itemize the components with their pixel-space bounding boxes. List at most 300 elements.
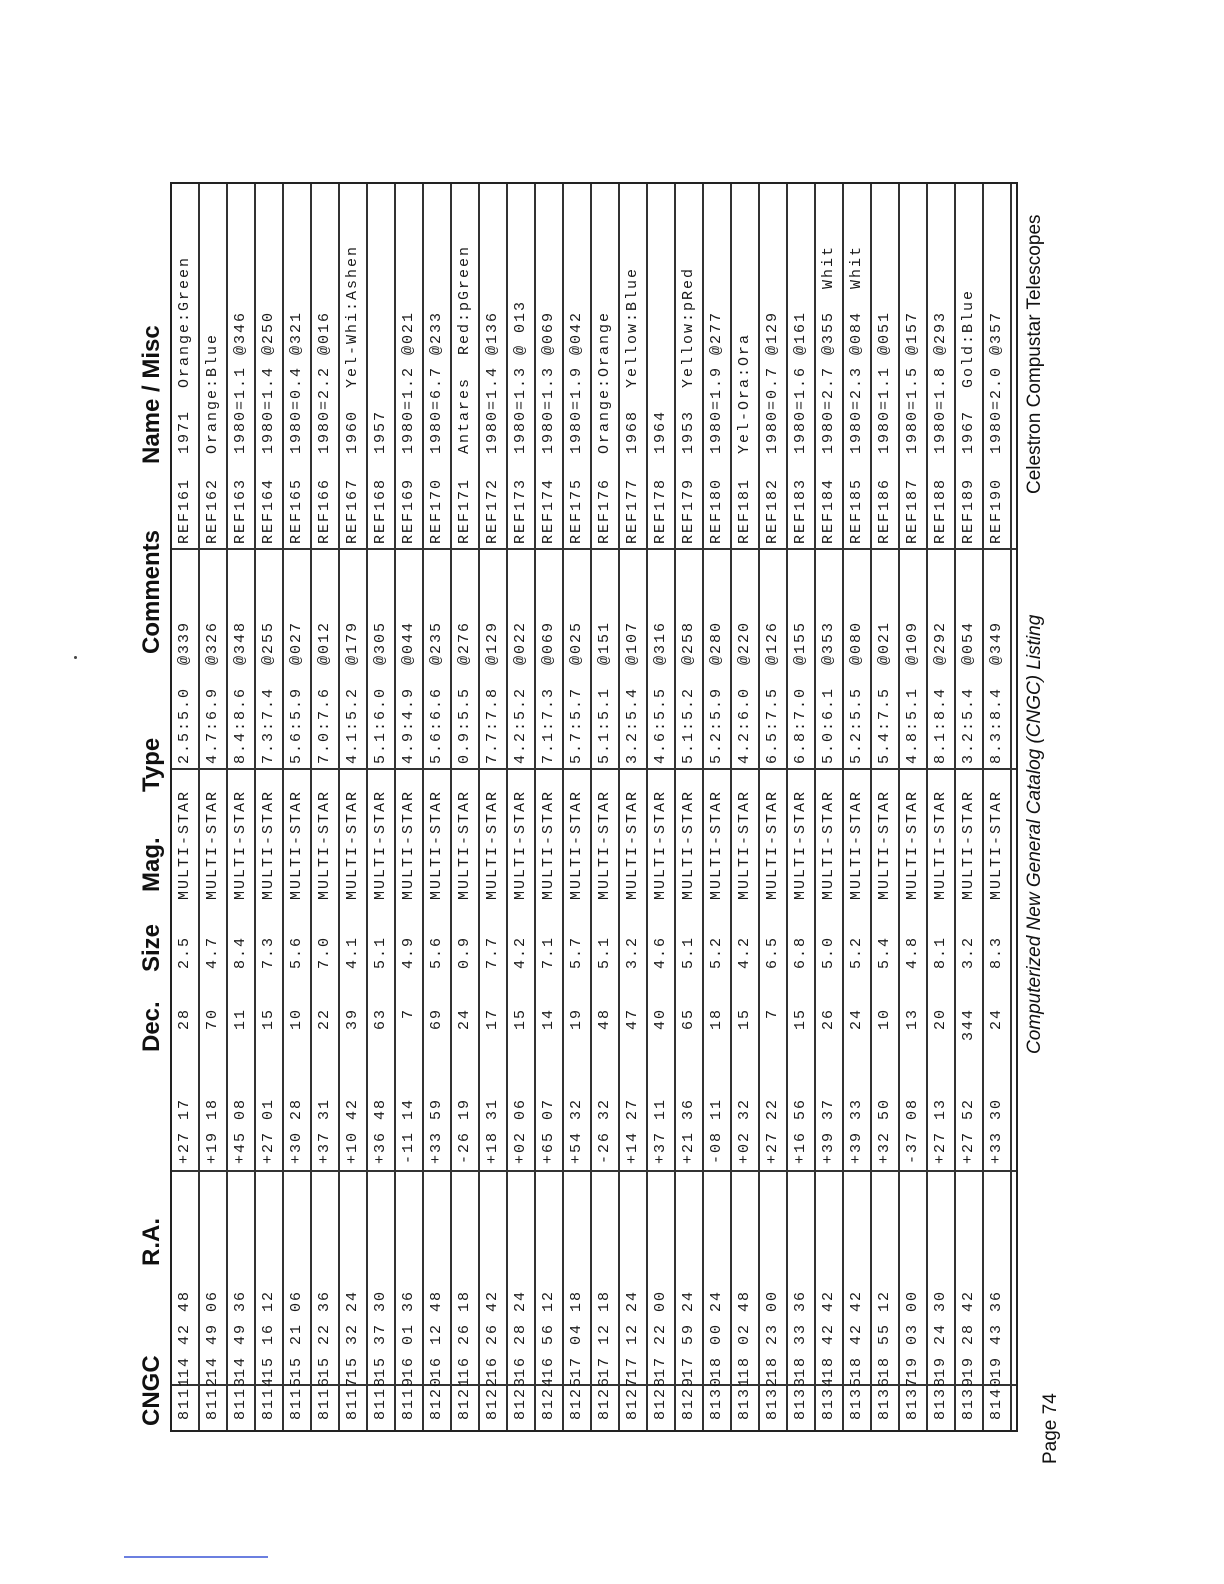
cell-comments: 4.8:5.1 @109 (904, 620, 921, 764)
cell-comments: 4.6:5.5 @316 (652, 620, 669, 764)
cell-dec: -26 32 (596, 1097, 613, 1164)
cell-type: MULTI-STAR (568, 789, 585, 900)
cell-misc: 1980=1.3 @069 (540, 310, 557, 454)
cell-name: REF161 (176, 477, 193, 544)
cell-mag: 0.9 (456, 936, 473, 970)
cell-size: 10 (288, 1008, 305, 1031)
cell-cngc: 8121 (456, 1375, 473, 1420)
cell-misc: 1953 Yellow:pRed (680, 266, 697, 454)
table-row (564, 184, 592, 1430)
table-row (704, 184, 732, 1430)
cell-mag: 8.3 (988, 936, 1005, 970)
cell-comments: 2.5:5.0 @339 (176, 620, 193, 764)
cell-name: REF166 (316, 477, 333, 544)
cell-type: MULTI-STAR (512, 789, 529, 900)
cell-ra: 14 49 36 (232, 1289, 249, 1378)
cell-type: MULTI-STAR (624, 789, 641, 900)
cell-comments: 5.2:5.9 @280 (708, 620, 725, 764)
cell-dec: +37 11 (652, 1097, 669, 1164)
cell-comments: 5.2:5.5 @080 (848, 620, 865, 764)
cell-type: MULTI-STAR (932, 789, 949, 900)
cell-size: 40 (652, 1008, 669, 1031)
cell-mag: 4.8 (904, 936, 921, 970)
table-row (536, 184, 564, 1430)
cell-type: MULTI-STAR (372, 789, 389, 900)
cell-dec: +33 59 (428, 1097, 445, 1164)
cell-type: MULTI-STAR (204, 789, 221, 900)
cell-ra: 18 33 36 (792, 1289, 809, 1378)
header-name-misc: Name / Misc (138, 325, 165, 464)
cell-dec: +37 31 (316, 1097, 333, 1164)
header-type: Type (138, 737, 165, 792)
cell-ra: 17 12 18 (596, 1289, 613, 1378)
table-row (788, 184, 816, 1430)
cell-type: MULTI-STAR (708, 789, 725, 900)
cell-size: 26 (820, 1008, 837, 1031)
cell-mag: 7.7 (484, 936, 501, 970)
table-row (228, 184, 256, 1430)
cell-name: REF178 (652, 477, 669, 544)
cell-name: REF177 (624, 477, 641, 544)
cell-type: MULTI-STAR (764, 789, 781, 900)
cell-type: MULTI-STAR (960, 789, 977, 900)
page-number: Page 74 (1040, 1393, 1061, 1464)
table-row (284, 184, 312, 1430)
cell-name: REF182 (764, 477, 781, 544)
catalog-table (170, 182, 1018, 1432)
table-row (928, 184, 956, 1430)
cell-misc: 1967 Gold:Blue (960, 288, 977, 454)
cell-ra: 16 26 42 (484, 1289, 501, 1378)
cell-cngc: 8138 (932, 1375, 949, 1420)
table-row (508, 184, 536, 1430)
cell-name: REF190 (988, 477, 1005, 544)
cell-type: MULTI-STAR (848, 789, 865, 900)
cell-size: 14 (540, 1008, 557, 1031)
cell-mag: 7.1 (540, 936, 557, 970)
cell-cngc: 8129 (680, 1375, 697, 1420)
cell-mag: 5.2 (708, 936, 725, 970)
cell-size: 15 (792, 1008, 809, 1031)
cell-size: 24 (456, 1008, 473, 1031)
cell-comments: 7.3:7.4 @255 (260, 620, 277, 764)
cell-name: REF164 (260, 477, 277, 544)
cell-dec: +21 36 (680, 1097, 697, 1164)
cell-mag: 5.6 (428, 936, 445, 970)
cell-dec: +27 22 (764, 1097, 781, 1164)
cell-ra: 17 12 24 (624, 1289, 641, 1378)
cell-ra: 18 23 00 (764, 1289, 781, 1378)
cell-comments: 3.2:5.4 @107 (624, 620, 641, 764)
cell-dec: +45 08 (232, 1097, 249, 1164)
cell-ra: 19 03 00 (904, 1289, 921, 1378)
cell-comments: 8.3:8.4 @349 (988, 620, 1005, 764)
cell-type: MULTI-STAR (820, 789, 837, 900)
cell-cngc: 8126 (596, 1375, 613, 1420)
cell-size: 13 (904, 1008, 921, 1031)
cell-dec: +27 52 (960, 1097, 977, 1164)
cell-cngc: 8114 (260, 1375, 277, 1420)
cell-misc: 1980=0.4 @321 (288, 310, 305, 454)
cell-comments: 7.7:7.8 @129 (484, 620, 501, 764)
header-mag: Mag. (138, 837, 165, 892)
cell-type: MULTI-STAR (680, 789, 697, 900)
cell-misc: 1980=1.1 @051 (876, 310, 893, 454)
cell-type: MULTI-STAR (232, 789, 249, 900)
cell-ra: 18 55 12 (876, 1289, 893, 1378)
cell-cngc: 8133 (792, 1375, 809, 1420)
cell-ra: 18 42 42 (820, 1289, 837, 1378)
cell-mag: 5.6 (288, 936, 305, 970)
cell-dec: +18 31 (484, 1097, 501, 1164)
cell-comments: 6.5:7.5 @126 (764, 620, 781, 764)
table-row (312, 184, 340, 1430)
cell-ra: 16 56 12 (540, 1289, 557, 1378)
cell-comments: 4.2:5.2 @022 (512, 620, 529, 764)
table-row (396, 184, 424, 1430)
cell-misc: 1980=2.2 @016 (316, 310, 333, 454)
cell-misc: Antares Red:pGreen (456, 244, 473, 454)
header-comments: Comments (138, 529, 165, 654)
cell-size: 10 (876, 1008, 893, 1031)
cell-comments: 7.0:7.6 @012 (316, 620, 333, 764)
cell-size: 65 (680, 1008, 697, 1031)
cell-misc: 1980=1.8 @293 (932, 310, 949, 454)
cell-cngc: 8122 (484, 1375, 501, 1420)
cell-mag: 5.7 (568, 936, 585, 970)
table-row (592, 184, 620, 1430)
cell-misc: 1971 Orange:Green (176, 255, 193, 454)
cell-mag: 6.5 (764, 936, 781, 970)
table-row (900, 184, 928, 1430)
cell-comments: 5.6:5.9 @027 (288, 620, 305, 764)
cell-cngc: 8130 (708, 1375, 725, 1420)
cell-cngc: 8132 (764, 1375, 781, 1420)
cell-mag: 2.5 (176, 936, 193, 970)
cell-dec: +14 27 (624, 1097, 641, 1164)
cell-size: 70 (204, 1008, 221, 1031)
cell-type: MULTI-STAR (456, 789, 473, 900)
cell-mag: 5.1 (596, 936, 613, 970)
cell-mag: 4.2 (512, 936, 529, 970)
cell-comments: 5.1:5.1 @151 (596, 620, 613, 764)
cell-comments: 4.2:6.0 @220 (736, 620, 753, 764)
cell-dec: -08 11 (708, 1097, 725, 1164)
cell-dec: +30 28 (288, 1097, 305, 1164)
cell-ra: 19 28 42 (960, 1289, 977, 1378)
cell-ra: 14 42 48 (176, 1289, 193, 1378)
cell-ra: 16 26 18 (456, 1289, 473, 1378)
cell-type: MULTI-STAR (260, 789, 277, 900)
cell-size: 20 (932, 1008, 949, 1031)
cell-dec: -37 08 (904, 1097, 921, 1164)
cell-cngc: 8135 (848, 1375, 865, 1420)
scan-speck (74, 656, 77, 659)
cell-name: REF187 (904, 477, 921, 544)
cell-misc: 1980=1.3 @ 013 (512, 299, 529, 454)
cell-misc: Orange:Blue (204, 332, 221, 454)
cell-cngc: 8137 (904, 1375, 921, 1420)
header-ra: R.A. (138, 1218, 165, 1266)
table-row (676, 184, 704, 1430)
cell-cngc: 8119 (400, 1375, 417, 1420)
cell-ra: 15 37 30 (372, 1289, 389, 1378)
cell-cngc: 8113 (232, 1375, 249, 1420)
cell-misc: 1980=1.4 @136 (484, 310, 501, 454)
cell-misc: 1968 Yellow:Blue (624, 266, 641, 454)
cell-mag: 5.0 (820, 936, 837, 970)
cell-ra: 16 12 48 (428, 1289, 445, 1378)
cell-comments: 8.4:8.6 @348 (232, 620, 249, 764)
cell-ra: 18 02 48 (736, 1289, 753, 1378)
cell-cngc: 8120 (428, 1375, 445, 1420)
table-row (340, 184, 368, 1430)
cell-mag: 6.8 (792, 936, 809, 970)
publisher: Celestron Compustar Telescopes (1024, 214, 1045, 494)
cell-ra: 18 42 42 (848, 1289, 865, 1378)
cell-ra: 17 59 24 (680, 1289, 697, 1378)
cell-type: MULTI-STAR (792, 789, 809, 900)
cell-mag: 4.6 (652, 936, 669, 970)
cell-mag: 4.9 (400, 936, 417, 970)
cell-comments: 4.7:6.9 @326 (204, 620, 221, 764)
cell-comments: 5.4:7.5 @021 (876, 620, 893, 764)
cell-name: REF169 (400, 477, 417, 544)
cell-name: REF179 (680, 477, 697, 544)
cell-cngc: 8136 (876, 1375, 893, 1420)
cell-type: MULTI-STAR (988, 789, 1005, 900)
cell-cngc: 8139 (960, 1375, 977, 1420)
cell-dec: +39 37 (820, 1097, 837, 1164)
cell-misc: 1980=1.9 @042 (568, 310, 585, 454)
cell-size: 63 (372, 1008, 389, 1031)
cell-comments: 5.6:6.6 @235 (428, 620, 445, 764)
cell-cngc: 8128 (652, 1375, 669, 1420)
cell-cngc: 8127 (624, 1375, 641, 1420)
cell-type: MULTI-STAR (876, 789, 893, 900)
cell-cngc: 8131 (736, 1375, 753, 1420)
table-row (816, 184, 844, 1430)
cell-name: REF172 (484, 477, 501, 544)
cell-comments: 5.7:5.7 @025 (568, 620, 585, 764)
cell-dec: +32 50 (876, 1097, 893, 1164)
table-row (480, 184, 508, 1430)
cell-size: 15 (260, 1008, 277, 1031)
cell-mag: 3.2 (624, 936, 641, 970)
cell-cngc: 8140 (988, 1375, 1005, 1420)
cell-size: 48 (596, 1008, 613, 1031)
cell-mag: 4.1 (344, 936, 361, 970)
table-row (732, 184, 760, 1430)
cell-dec: +54 32 (568, 1097, 585, 1164)
cell-dec: +27 13 (932, 1097, 949, 1164)
cell-misc: 1980=1.4 @250 (260, 310, 277, 454)
cell-cngc: 8124 (540, 1375, 557, 1420)
cell-size: 7 (764, 1008, 781, 1020)
cell-cngc: 8112 (204, 1375, 221, 1420)
cell-misc: 1980=0.7 @129 (764, 310, 781, 454)
cell-type: MULTI-STAR (596, 789, 613, 900)
table-row (620, 184, 648, 1430)
cell-size: 69 (428, 1008, 445, 1031)
table-row (452, 184, 480, 1430)
cell-misc: 1980=2.7 @355 Whit (820, 244, 837, 454)
cell-dec: +27 01 (260, 1097, 277, 1164)
cell-ra: 19 24 30 (932, 1289, 949, 1378)
table-row (872, 184, 900, 1430)
cell-cngc: 8115 (288, 1375, 305, 1420)
table-row (424, 184, 452, 1430)
scan-artifact-line (124, 1556, 268, 1558)
table-row (200, 184, 228, 1430)
cell-type: MULTI-STAR (288, 789, 305, 900)
cell-type: MULTI-STAR (736, 789, 753, 900)
cell-comments: 5.1:6.0 @305 (372, 620, 389, 764)
cell-name: REF165 (288, 477, 305, 544)
header-cngc: CNGC (138, 1355, 165, 1426)
cell-name: REF174 (540, 477, 557, 544)
cell-dec: +27 17 (176, 1097, 193, 1164)
cell-comments: 5.1:5.2 @258 (680, 620, 697, 764)
cell-name: REF175 (568, 477, 585, 544)
cell-mag: 4.2 (736, 936, 753, 970)
cell-cngc: 8111 (176, 1375, 193, 1420)
cell-name: REF185 (848, 477, 865, 544)
cell-type: MULTI-STAR (540, 789, 557, 900)
table-row (648, 184, 676, 1430)
cell-size: 24 (848, 1008, 865, 1031)
cell-size: 15 (512, 1008, 529, 1031)
cell-misc: 1964 (652, 409, 669, 454)
cell-ra: 14 49 06 (204, 1289, 221, 1378)
cell-type: MULTI-STAR (484, 789, 501, 900)
cell-size: 22 (316, 1008, 333, 1031)
table-row (984, 184, 1012, 1430)
cell-name: REF180 (708, 477, 725, 544)
cell-type: MULTI-STAR (428, 789, 445, 900)
cell-name: REF162 (204, 477, 221, 544)
cell-type: MULTI-STAR (652, 789, 669, 900)
header-size: Size (138, 923, 165, 972)
cell-size: 18 (708, 1008, 725, 1031)
cell-misc: 1960 Yel-Whi:Ashen (344, 244, 361, 454)
cell-name: REF173 (512, 477, 529, 544)
cell-size: 47 (624, 1008, 641, 1031)
cell-misc: Orange:Orange (596, 310, 613, 454)
catalog-title: Computerized New General Catalog (CNGC) Listing (1024, 614, 1045, 1054)
cell-type: MULTI-STAR (904, 789, 921, 900)
cell-name: REF176 (596, 477, 613, 544)
cell-name: REF181 (736, 477, 753, 544)
cell-cngc: 8118 (372, 1375, 389, 1420)
cell-comments: 4.9:4.9 @044 (400, 620, 417, 764)
cell-ra: 15 16 12 (260, 1289, 277, 1378)
cell-cngc: 8134 (820, 1375, 837, 1420)
cell-cngc: 8117 (344, 1375, 361, 1420)
cell-cngc: 8125 (568, 1375, 585, 1420)
cell-dec: +33 30 (988, 1097, 1005, 1164)
cell-mag: 7.3 (260, 936, 277, 970)
cell-dec: -26 19 (456, 1097, 473, 1164)
cell-dec: +02 06 (512, 1097, 529, 1164)
cell-dec: +16 56 (792, 1097, 809, 1164)
cell-name: REF171 (456, 477, 473, 544)
cell-name: REF189 (960, 477, 977, 544)
cell-comments: 0.9:5.5 @276 (456, 620, 473, 764)
cell-size: 15 (736, 1008, 753, 1031)
cell-comments: 6.8:7.0 @155 (792, 620, 809, 764)
cell-misc: 1980=1.5 @157 (904, 310, 921, 454)
cell-mag: 5.1 (372, 936, 389, 970)
cell-name: REF183 (792, 477, 809, 544)
cell-ra: 17 22 00 (652, 1289, 669, 1378)
cell-dec: +10 42 (344, 1097, 361, 1164)
cell-ra: 17 04 18 (568, 1289, 585, 1378)
cell-mag: 8.1 (932, 936, 949, 970)
table-row (368, 184, 396, 1430)
cell-type: MULTI-STAR (176, 789, 193, 900)
cell-misc: Yel-Ora:Ora (736, 332, 753, 454)
cell-ra: 18 00 24 (708, 1289, 725, 1378)
cell-ra: 19 43 36 (988, 1289, 1005, 1378)
cell-dec: +39 33 (848, 1097, 865, 1164)
cell-type: MULTI-STAR (400, 789, 417, 900)
cell-mag: 5.4 (876, 936, 893, 970)
cell-name: REF167 (344, 477, 361, 544)
cell-comments: 8.1:8.4 @292 (932, 620, 949, 764)
cell-cngc: 8116 (316, 1375, 333, 1420)
cell-misc: 1980=1.6 @161 (792, 310, 809, 454)
cell-ra: 15 21 06 (288, 1289, 305, 1378)
cell-dec: -11 14 (400, 1097, 417, 1164)
cell-misc: 1980=2.0 @357 (988, 310, 1005, 454)
cell-size: 17 (484, 1008, 501, 1031)
cell-name: REF184 (820, 477, 837, 544)
cell-mag: 5.2 (848, 936, 865, 970)
cell-ra: 15 32 24 (344, 1289, 361, 1378)
cell-dec: +19 18 (204, 1097, 221, 1164)
cell-ra: 16 28 24 (512, 1289, 529, 1378)
cell-misc: 1980=2.3 @084 Whit (848, 244, 865, 454)
cell-misc: 1980=1.2 @021 (400, 310, 417, 454)
cell-ra: 16 01 36 (400, 1289, 417, 1378)
table-row (956, 184, 984, 1430)
cell-mag: 5.1 (680, 936, 697, 970)
cell-size: 19 (568, 1008, 585, 1031)
cell-size: 28 (176, 1008, 193, 1031)
cell-size: 39 (344, 1008, 361, 1031)
cell-mag: 7.0 (316, 936, 333, 970)
cell-size: 344 (960, 1008, 977, 1042)
cell-size: 7 (400, 1008, 417, 1020)
cell-dec: +02 32 (736, 1097, 753, 1164)
table-row (760, 184, 788, 1430)
cell-comments: 5.0:6.1 @353 (820, 620, 837, 764)
cell-dec: +36 48 (372, 1097, 389, 1164)
cell-name: REF186 (876, 477, 893, 544)
cell-type: MULTI-STAR (344, 789, 361, 900)
cell-name: REF170 (428, 477, 445, 544)
cell-name: REF163 (232, 477, 249, 544)
table-row (172, 184, 200, 1430)
table-row (256, 184, 284, 1430)
cell-mag: 3.2 (960, 936, 977, 970)
cell-mag: 4.7 (204, 936, 221, 970)
cell-misc: 1980=1.9 @277 (708, 310, 725, 454)
table-row (844, 184, 872, 1430)
cell-comments: 4.1:5.2 @179 (344, 620, 361, 764)
cell-cngc: 8123 (512, 1375, 529, 1420)
